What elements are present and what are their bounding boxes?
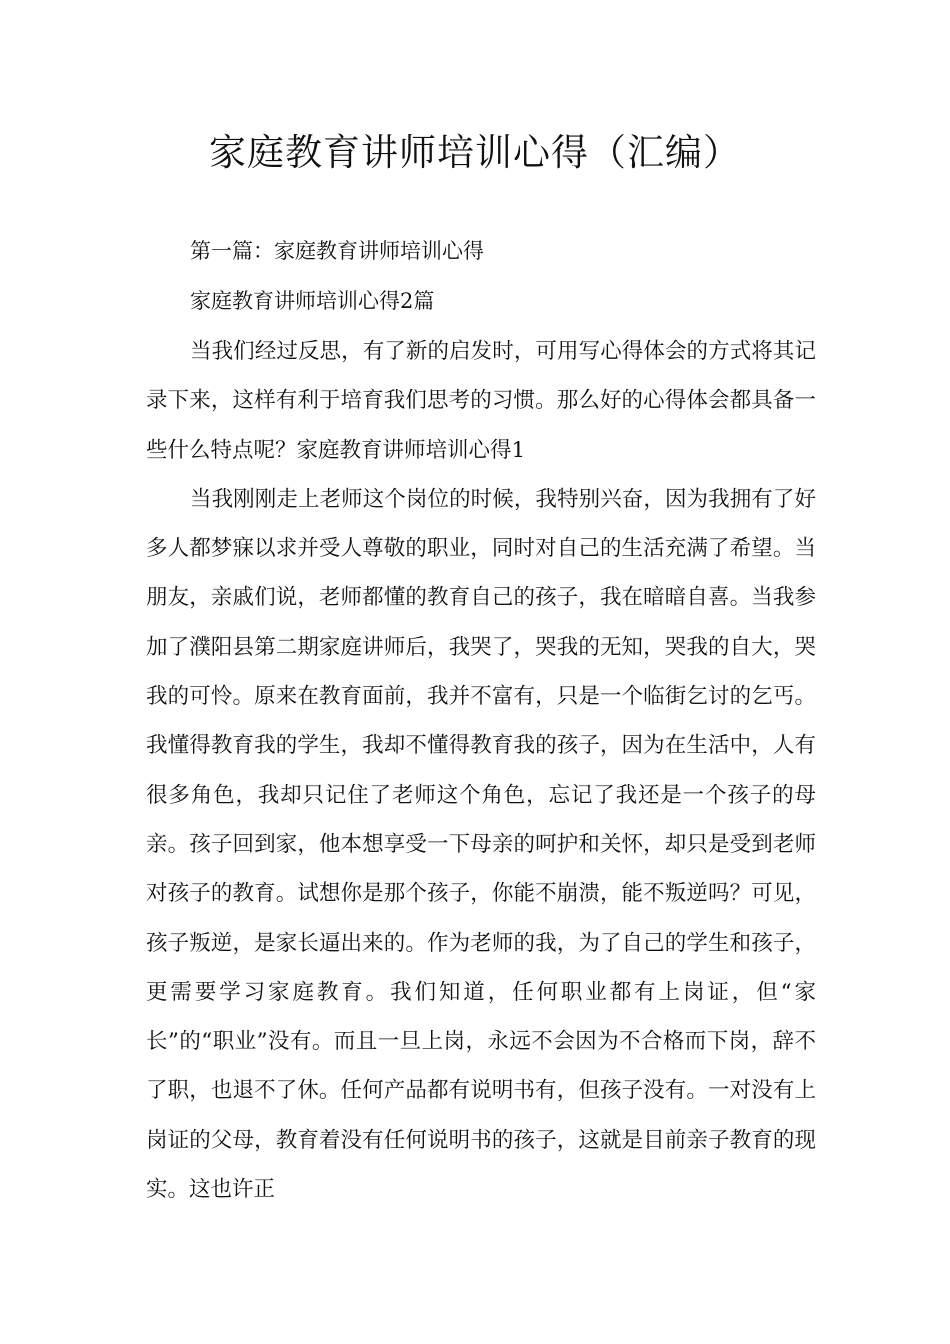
document-title: 家庭教育讲师培训心得（汇编） [209, 131, 741, 174]
section-heading: 第一篇：家庭教育讲师培训心得 [190, 239, 484, 263]
document-body [146, 327, 816, 1214]
paragraph-experience: 当我刚刚走上老师这个岗位的时候，我特别兴奋，因为我拥有了好多人都梦寐以求并受人尊敬的职业，同时对自己的生活充满了希望。当朋友，亲戚们说，老师都懂的教育自己的孩子，我在暗暗自喜。当我参加了濮阳县第二期家庭讲师后，我哭了，哭我的无知，哭我的自大，哭我的可怜。原来在教育面前，我并不富有，只是一个临街乞讨的乞丐。我懂得教育我的学生，我却不懂得教育我的孩子，因为在生活中，人有很多角色，我却只记住了老师这个角色，忘记了我还是一个孩子的母亲。孩子回到家，他本想享受一下母亲的呵护和关怀，却只是受到老师对孩子的教育。试想你是那个孩子，你能不崩溃，能不叛逆吗？可见，孩子叛逆，是家长逼出来的。作为老师的我，为了自己的学生和孩子，更需要学习家庭教育。我们知道，任何职业都有上岗证，但“家长”的“职业”没有。而且一旦上岗，永远不会因为不合格而下岗，辞不了职，也退不了休。任何产品都有说明书有，但孩子没有。一对没有上岗证的父母，教育着没有任何说明书的孩子，这就是目前亲子教育的现实。这也许正 [146, 486, 816, 1203]
paragraph-intro: 当我们经过反思，有了新的启发时，可用写心得体会的方式将其记录下来，这样有利于培育我们思考的习惯。那么好的心得体会都具备一些什么特点呢？家庭教育讲师培训心得1 [146, 339, 816, 463]
sub-heading: 家庭教育讲师培训心得2篇 [190, 289, 435, 313]
